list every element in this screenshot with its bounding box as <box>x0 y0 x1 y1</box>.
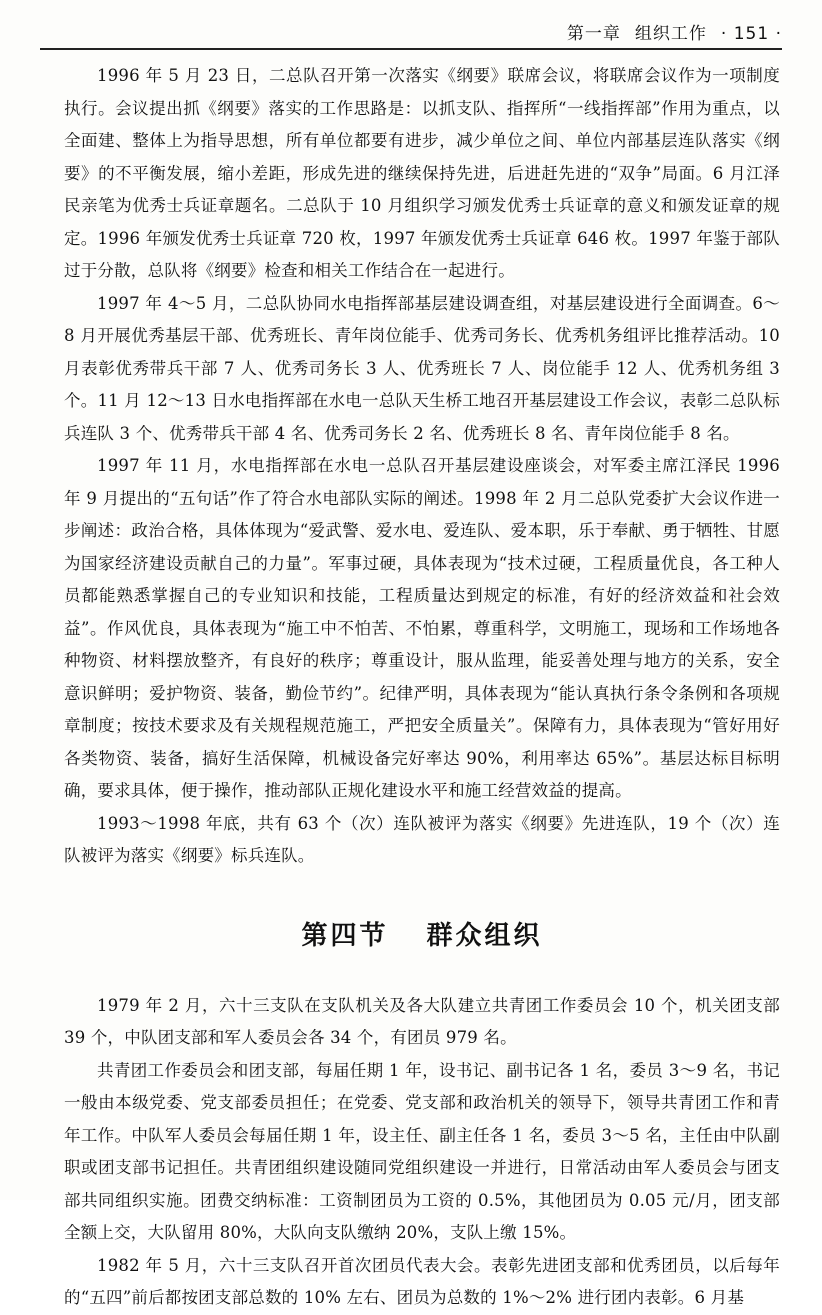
paragraph: 1997 年 11 月，水电指挥部在水电一总队召开基层建设座谈会，对军委主席江泽民 1996 年 9 月提出的“五句话”作了符合水电部队实际的阐述。1998 年 2 月二总队党委扩大会议作进一步阐述：政治合格，具体体现为“爱武警、爱水电、爱连队、爱本职，乐于奉献、勇于牺牲、甘愿为国家经济建设贡献自己的力量”。军事过硬，具体表现为“技术过硬，工程质量优良，各工种人员都能熟悉掌握自己的专业知识和技能，工程质量达到规定的标准，有好的经济效益和社会效益”。作风优良，具体表现为“施工中不怕苦、不怕累，尊重科学，文明施工，现场和工作场地各种物资、材料摆放整齐，有良好的秩序；尊重设计，服从监理，能妥善处理与地方的关系，安全意识鲜明；爱护物资、装备，勤俭节约”。纪律严明，具体表现为“能认真执行条令条例和各项规章制度；按技术要求及有关规程规范施工，严把安全质量关”。保障有力，具体表现为“管好用好各类物资、装备，搞好生活保障，机械设备完好率达 90%，利用率达 65%”。基层达标目标明确，要求具体，便于操作，推动部队正规化建设水平和施工经营效益的提高。 <box>64 456 780 800</box>
paragraph: 1996 年 5 月 23 日，二总队召开第一次落实《纲要》联席会议，将联席会议作为一项制度执行。会议提出抓《纲要》落实的工作思路是：以抓支队、指挥所“一线指挥部”作用为重点，以全面建、整体上为指导思想，所有单位都要有进步，减少单位之间、单位内部基层连队落实《纲要》的不平衡发展，缩小差距，形成先进的继续保持先进，后进赶先进的“双争”局面。6 月江泽民亲笔为优秀士兵证章题名。二总队于 10 月组织学习颁发优秀士兵证章的意义和颁发证章的规定。1996 年颁发优秀士兵证章 720 枚，1997 年颁发优秀士兵证章 646 枚。1997 年鉴于部队过于分散，总队将《纲要》检查和相关工作结合在一起进行。 <box>64 66 780 280</box>
chapter-number: 第一章 <box>566 24 621 44</box>
section-number: 第四节 <box>301 920 389 951</box>
paragraph: 1997 年 4～5 月，二总队协同水电指挥部基层建设调查组，对基层建设进行全面调查。6～8 月开展优秀基层干部、优秀班长、青年岗位能手、优秀司务长、优秀机务组评比推荐活动。10 月表彰优秀带兵干部 7 人、优秀司务长 3 人、优秀班长 7 人、岗位能手 12 人、优秀机务组 3 个。11 月 12～13 日水电指挥部在水电一总队天生桥工地召开基层建设工作会议，表彰二总队标兵连队 3 个、优秀带兵干部 4 名、优秀司务长 2 名、优秀班长 8 名、青年岗位能手 8 名。 <box>64 293 780 443</box>
paragraph: 1982 年 5 月，六十三支队召开首次团员代表大会。表彰先进团支部和优秀团员，以后每年的“五四”前后都按团支部总数的 10% 左右、团员为总数的 1%～2% 进行团内表彰。6 月基 <box>64 1255 780 1307</box>
chapter-title: 组织工作 <box>634 24 707 44</box>
page-number: · 151 · <box>720 24 782 44</box>
section-heading <box>64 915 780 952</box>
paragraph: 共青团工作委员会和团支部，每届任期 1 年，设书记、副书记各 1 名，委员 3～9 名，书记一般由本级党委、党支部委员担任；在党委、党支部和政治机关的领导下，领导共青团工作和青年工作。中队军人委员会每届任期 1 年，设主任、副主任各 1 名，委员 3～5 名，主任由中队副职或团支部书记担任。共青团组织建设随同党组织建设一并进行，日常活动由军人委员会与团支部共同组织实施。团费交纳标准：工资制团员为工资的 0.5%，其他团员为 0.05 元/月，团支部全额上交，大队留用 80%，大队向支队缴纳 20%，支队上缴 15%。 <box>64 1060 780 1242</box>
paragraph: 1993～1998 年底，共有 63 个（次）连队被评为落实《纲要》先进连队，19 个（次）连队被评为落实《纲要》标兵连队。 <box>64 813 780 865</box>
running-header <box>40 14 782 50</box>
page-body <box>64 60 780 1315</box>
paragraph: 1979 年 2 月，六十三支队在支队机关及各大队建立共青团工作委员会 10 个，机关团支部 39 个，中队团支部和军人委员会各 34 个，有团员 979 名。 <box>64 995 780 1047</box>
section-title: 群众组织 <box>426 920 543 951</box>
